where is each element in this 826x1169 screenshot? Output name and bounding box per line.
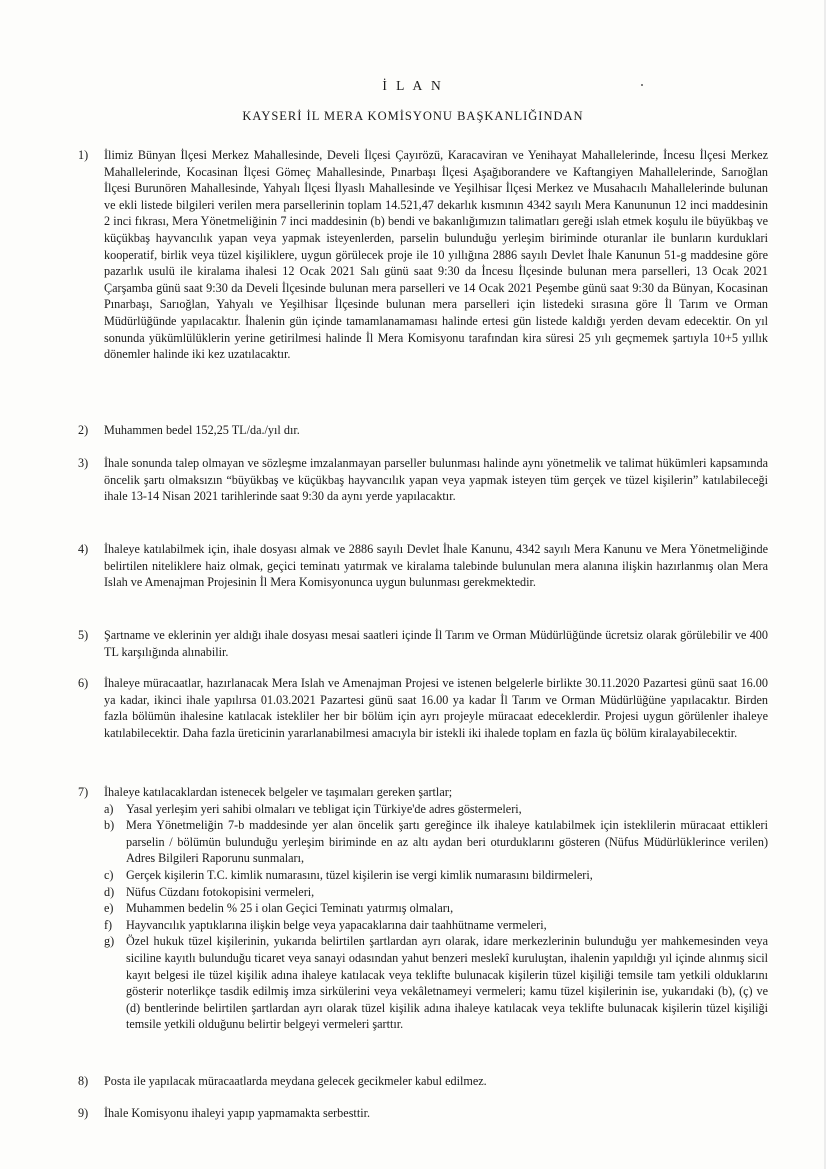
item-text: İhaleye müracaatlar, hazırlanacak Mera Islah ve Amenajman Projesi ve istenen belgelerle birlikte 30.11.2020 Pazartesi günü saat 16.00 ya kadar, ikinci ihale yapılırsa 01.03.2021 Pazartesi günü saat 16.00 ya kadar İl Tarım ve Orman Müdürlüğüne yapılacaktır. Birden fazla bölümün ihalesine katılacak istekliler her bir bölüm için ayrı projeyle müracaat edeceklerdir. Projesi uygun görülenler ihaleye katılabilecektir. Daha fazla üreticinin yararlanabilmesi amacıyla bir istekli iki ihalede toplam en fazla üç bölüm kiralayabilecektir.: [104, 676, 768, 740]
item-text: İhale Komisyonu ihaleyi yapıp yapmamakta serbesttir.: [104, 1106, 371, 1120]
sub-item-letter: c): [104, 867, 114, 882]
sub-item-text: Yasal yerleşim yeri sahibi olmaları ve tebligat için Türkiye'de adres göstermeleri,: [126, 801, 522, 816]
item-text: Şartname ve eklerinin yer aldığı ihale dosyası mesai saatleri içinde İl Tarım ve Orman Müdürlüğünde ücretsiz olarak görülebilir ve 400 TL karşılığında alınabilir.: [104, 628, 768, 659]
sub-item-g: [104, 933, 768, 1033]
sub-item-letter: b): [104, 818, 115, 833]
item-number: 6): [78, 676, 89, 690]
sub-item-letter: e): [104, 901, 114, 916]
item-text: Posta ile yapılacak müracaatlarda meydana gelecek gecikmeler kabul edilmez.: [104, 1074, 487, 1088]
sub-item-b: [104, 817, 768, 867]
list-item-3: [78, 455, 768, 505]
list-item-2: [78, 422, 768, 439]
sub-item-a: [104, 801, 768, 818]
sub-item-letter: f): [104, 917, 113, 932]
sub-item-text: Hayvancılık yaptıklarına ilişkin belge veya yapacaklarına dair taahhütname vermeleri,: [126, 917, 547, 932]
sub-item-letter: d): [104, 884, 115, 899]
item-text: İhale sonunda talep olmayan ve sözleşme imzalanmayan parseller bulunması halinde aynı yönetmelik ve talimat hükümleri kapsamında öncelik şartı olmaksızın “büyükbaş ve küçükbaş hayvancılık yapan veya yapmak isteyen tüm gerçek ve tüzel kişilerin” katılabileceği ihale 13-14 Nisan 2021 tarihlerinde saat 9:30 da aynı yerde yapılacaktır.: [104, 456, 768, 504]
item-number: 1): [78, 148, 89, 162]
item-text: Muhammen bedel 152,25 TL/da./yıl dır.: [104, 423, 300, 437]
list-item-1: [78, 147, 768, 363]
list-item-9: [78, 1105, 768, 1122]
sub-item-c: [104, 867, 768, 884]
sub-item-e: [104, 900, 768, 917]
list-item-8: [78, 1073, 768, 1090]
item-text: İhaleye katılacaklardan istenecek belgeler ve taşımaları gereken şartlar;: [104, 785, 453, 799]
item-text: İhaleye katılabilmek için, ihale dosyası almak ve 2886 sayılı Devlet İhale Kanunu, 4342 sayılı Mera Kanunu ve Mera Yönetmeliğinde belirtilen niteliklere haiz olmak, geçici teminatı yatırmak ve kiralama talebinde bulunulan mera alanına ilişkin hazırlanmış olan Mera Islah ve Amenajman Projesinin İl Mera Komisyonunca uygun bulunması gerekmektedir.: [104, 542, 768, 590]
page-title: İ L A N: [382, 78, 444, 93]
list-item-4: [78, 541, 768, 591]
sub-item-d: [104, 884, 768, 901]
list-item-5: [78, 627, 768, 660]
sub-item-text: Muhammen bedelin % 25 i olan Geçici Teminatı yatırmış olmaları,: [126, 901, 454, 916]
page-subtitle: KAYSERİ İL MERA KOMİSYONU BAŞKANLIĞINDAN: [242, 109, 584, 123]
item-number: 9): [78, 1106, 89, 1120]
item-number: 8): [78, 1074, 89, 1088]
item-number: 7): [78, 785, 89, 799]
item-number: 4): [78, 542, 89, 556]
sub-list: [104, 801, 768, 1033]
list-item-6: [78, 675, 768, 741]
sub-item-letter: g): [104, 934, 115, 949]
sub-item-text: Mera Yönetmeliğin 7-b maddesinde yer alan öncelik şartı gereğince ilk ihaleye katılabilmek için isteklilerin müracaat ettikleri parselin / bölümün bulunduğu yerleşim biriminde en az altı aydan beri oturduklarını gösteren (Nüfus Müdürlüklerince verilen) Adres Bilgileri Raporunu sunmaları,: [126, 818, 768, 866]
sub-item-text: Gerçek kişilerin T.C. kimlik numarasını, tüzel kişilerin ise vergi kimlik numarasını bildirmeleri,: [126, 867, 593, 882]
item-number: 3): [78, 456, 89, 470]
sub-item-letter: a): [104, 801, 114, 816]
item-number: 2): [78, 423, 89, 437]
sub-item-text: Nüfus Cüzdanı fotokopisini vermeleri,: [126, 884, 315, 899]
sub-item-f: [104, 917, 768, 934]
item-text: İlimiz Bünyan İlçesi Merkez Mahallesinde, Develi İlçesi Çayırözü, Karacaviran ve Yenihayat Mahallelerinde, İncesu İlçesi Merkez Mahallelerinde, Kocasinan İlçesi Gömeç Mahallesinde, Pınarbaşı İlçesi Aşağıborandere ve Kaftangiyen Mahallelerinde, Sarıoğlan İlçesi Burunören Mahallesinde, Yahyalı İlçesi İlyaslı Mahallesinde ve Yeşilhisar İlçesi Merkez ve Musahacılı Mahallelerinde bulunan ve ekli listede bilgileri verilen mera parsellerinin toplam 14.521,47 dekarlık kısmının 4342 sayılı Mera Kanununun 12 inci maddesinin 2 inci fıkrası, Mera Yönetmeliğinin 7 inci maddesinin (b) bendi ve bakanlığımızın talimatları gereği ıslah etmek koşulu ile büyükbaş ve küçükbaş hayvancılık yapan veya yapmak isteyenlerden, parselin bulunduğu yerleşim biriminde oturanlar ile bunların kurduklari kooperatif, birlik veya tüzel kişiliklere, uygun görülecek proje ile 10 yıllığına 2886 sayılı Devlet İhale Kanunun 51-g maddesine göre pazarlık usulü ile kiralama ihalesi 12 Ocak 2021 Salı günü saat 9:30 da İncesu İlçesinde bulunan mera parselleri, 13 Ocak 2021 Çarşamba günü saat 9:30 da Develi İlçesinde bulunan mera parselleri ve 14 Ocak 2021 Peşembe günü saat 9:30 da Bünyan, Kocasinan Pınarbaşı, Sarıoğlan, Yahyalı ve Yeşilhisar İlçesinde bulunan mera parselleri için listedeki sırasına göre İl Tarım ve Orman Müdürlüğünde yapılacaktır. İhalenin gün içinde tamamlanamaması halinde ertesi gün listede kaldığı yerden devam edecektir. On yıl sonunda yükümlülüklerin yerine getirilmesi halinde İl Mera Komisyonu tarafından kira süresi 25 yılı geçmemek şartıyla 10+5 yıllık dönemler halinde iki kez uzatılacaktır.: [104, 148, 768, 362]
sub-item-text: Özel hukuk tüzel kişilerinin, yukarıda belirtilen şartlardan ayrı olarak, idare merkezlerinin bulunduğu yer mahkemesinden veya siciline kayıtlı bulunduğu ticaret veya sanayi odasından yahut benzeri meslekî kuruluştan, ihalenin yapıldığı yıl içinde alınmış sicil kayıt belgesi ile tüzel kişilik adına ihaleye katılacak veya teklifte bulunacak kişilerin tüzel kişiliği temsile tam yetkili olduklarını gösterir noterlikçe tasdik edilmiş imza sirkülerini veya vekâletnameyi vermeleri; kamu tüzel kişilerinin ise, yukarıdaki (b), (ç) ve (d) bentlerinde belirtilen şartlardan ayrı olarak tüzel kişilik adına ihaleye katılacak veya teklifte bulunacak kişilerin tüzel kişiliği temsile yetkili olduğunu belirtir belgeyi vermeleri şarttır.: [126, 934, 768, 1032]
item-number: 5): [78, 628, 89, 642]
list-item-7: [78, 784, 768, 1033]
